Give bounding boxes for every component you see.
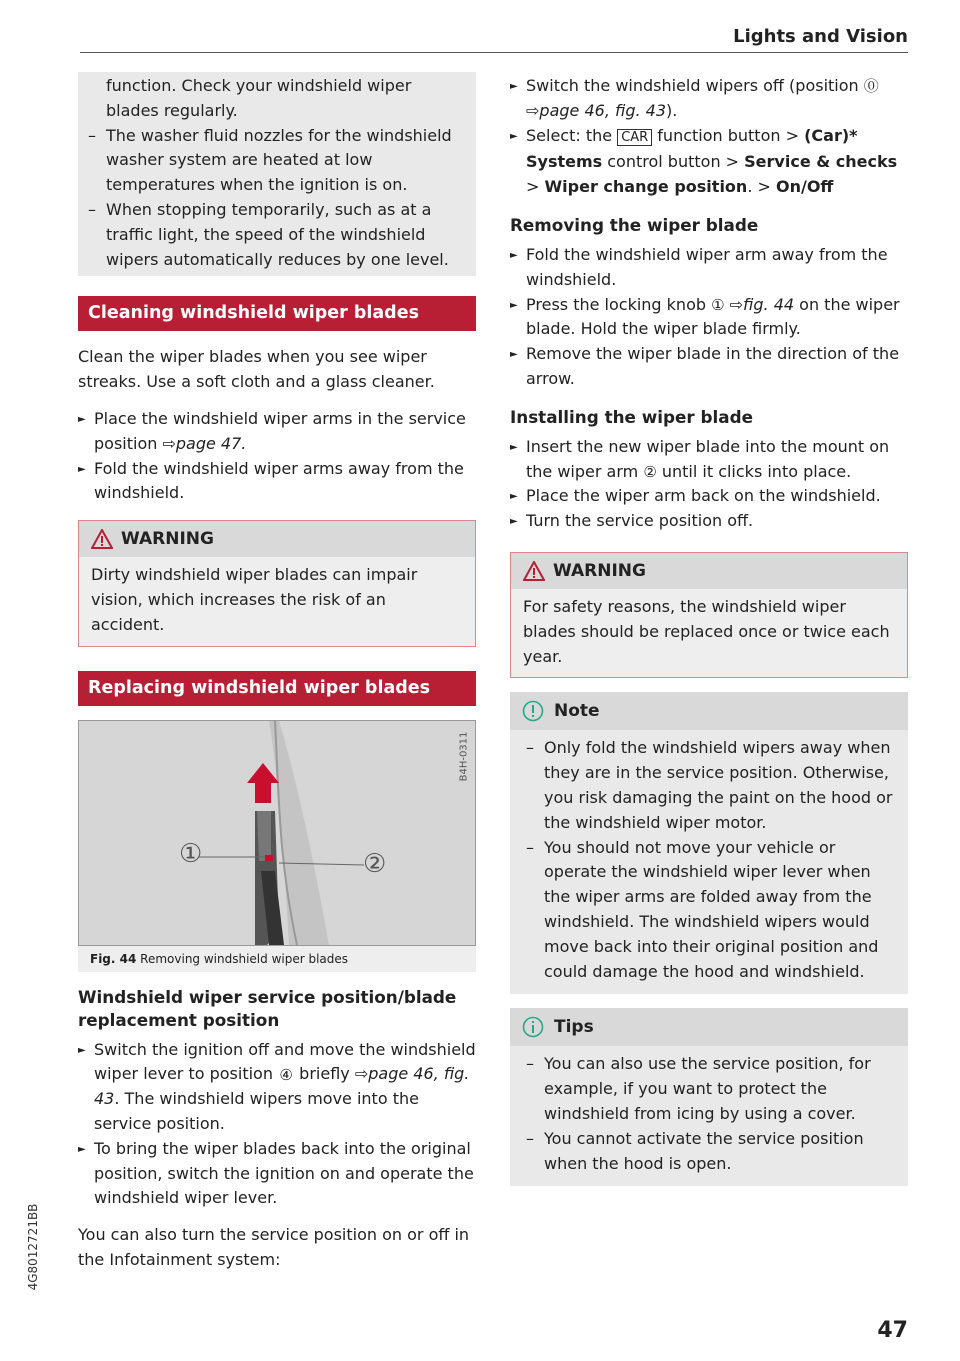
tips-title: Tips: [554, 1017, 594, 1038]
warning-header: [79, 521, 475, 557]
service-position-heading: Windshield wiper service position/blade replacement position: [78, 986, 457, 1030]
page-ref-link[interactable]: ⇨page 46, fig. 43: [526, 100, 667, 120]
car-key-label: CAR: [617, 129, 652, 146]
infotainment-step: ► Switch the windshield wipers off (position ⓪ ⇨page 46, fig. 43).: [510, 74, 908, 124]
warning-header: [511, 553, 907, 589]
intro-continuation: function. Check your windshield wiper blades regularly.: [106, 76, 412, 120]
warning-box: [78, 520, 476, 646]
position-1-icon: ①: [711, 295, 725, 314]
intro-item: – The washer fluid nozzles for the windshield washer system are heated at low temperatures when the ignition is on.: [86, 124, 462, 198]
callout-2: ②: [363, 848, 387, 879]
warning-title: WARNING: [121, 529, 214, 550]
intro-box: [78, 72, 476, 276]
right-column: [510, 74, 908, 1186]
note-icon: [522, 700, 544, 722]
service-step: ► To bring the wiper blades back into the original position, switch the ignition on and operate the windshield wiper lever.: [78, 1137, 476, 1211]
installing-step: ► Turn the service position off.: [510, 509, 908, 534]
position-0-icon: ⓪: [863, 77, 879, 95]
tips-box: [510, 1008, 908, 1186]
position-2-icon: ②: [643, 462, 657, 481]
tips-item: – You can also use the service position, for example, if you want to protect the windshield from icing by using a cover.: [524, 1052, 894, 1126]
infotainment-text: You can also turn the service position on or off in the Infotainment system:: [78, 1225, 470, 1269]
tips-item: – You cannot activate the service position when the hood is open.: [524, 1127, 894, 1177]
removing-step: ► Remove the wiper blade in the direction of the arrow.: [510, 342, 908, 392]
figure-caption: Fig. 44 Removing windshield wiper blades: [78, 946, 476, 972]
warning-triangle-icon: [91, 529, 113, 549]
figure-code: B4H-0311: [458, 731, 470, 781]
removing-step: ► Fold the windshield wiper arm away from the windshield.: [510, 243, 908, 293]
note-header: [510, 692, 908, 730]
intro-item: – When stopping temporarily, such as at a traffic light, the speed of the windshield wipers automatically reduces by one level.: [86, 198, 462, 272]
wiper-blade-illustration: [79, 721, 475, 945]
cleaning-step: ► Place the windshield wiper arms in the service position ⇨page 47.: [78, 407, 476, 457]
left-column: [78, 74, 476, 1273]
page-ref-link[interactable]: ⇨page 47.: [162, 433, 247, 453]
document-code: 4G8012721BB: [26, 1203, 40, 1291]
section-title-replacing: Replacing windshield wiper blades: [78, 671, 476, 706]
infotainment-step: ► Select: the CAR function button > (Car)* Systems control button > Service & checks > Wiper change position. > On/Off: [510, 124, 908, 200]
note-box: [510, 692, 908, 994]
note-title: Note: [554, 701, 600, 722]
cleaning-body: Clean the wiper blades when you see wiper streaks. Use a soft cloth and a glass cleaner.: [78, 347, 435, 392]
removing-step: ► Press the locking knob ① ⇨fig. 44 on the wiper blade. Hold the wiper blade firmly.: [510, 293, 908, 343]
info-icon: [522, 1016, 544, 1038]
warning-box: [510, 552, 908, 678]
page-ref-link[interactable]: ⇨page 46, fig. 43: [94, 1064, 470, 1109]
position-4-icon: ④: [279, 1065, 293, 1084]
header-rule: [80, 52, 908, 53]
warning-triangle-icon: [523, 561, 545, 581]
warning-body: Dirty windshield wiper blades can impair vision, which increases the risk of an accident.: [91, 565, 418, 634]
installing-heading: Installing the wiper blade: [510, 406, 754, 427]
removing-heading: Removing the wiper blade: [510, 214, 759, 235]
page-header-title: Lights and Vision: [733, 26, 908, 47]
warning-body: For safety reasons, the windshield wiper blades should be replaced once or twice each year.: [523, 596, 890, 666]
fig-ref-link[interactable]: ⇨fig. 44: [724, 294, 795, 314]
tips-header: [510, 1008, 908, 1046]
note-item: – Only fold the windshield wipers away when they are in the service position. Otherwise, you risk damaging the paint on the hood or the windshield wiper motor.: [524, 736, 894, 835]
note-item: – You should not move your vehicle or operate the windshield wiper lever when the wiper arms are folded away from the windshield. The windshield wipers would move back into their original position and could damage the hood and windshield.: [524, 836, 894, 985]
service-step: ► Switch the ignition off and move the windshield wiper lever to position ④ briefly ⇨page 46, fig. 43. The windshield wipers move into the service position.: [78, 1038, 476, 1137]
cleaning-step: ► Fold the windshield wiper arms away from the windshield.: [78, 457, 476, 507]
figure-wiper-blade: [78, 720, 476, 946]
page-number: 47: [877, 1318, 908, 1343]
callout-1: ①: [179, 838, 203, 869]
installing-step: ► Place the wiper arm back on the windshield.: [510, 484, 908, 509]
warning-title: WARNING: [553, 560, 646, 581]
section-title-cleaning: Cleaning windshield wiper blades: [78, 296, 476, 331]
installing-step: ► Insert the new wiper blade into the mount on the wiper arm ② until it clicks into place.: [510, 435, 908, 485]
